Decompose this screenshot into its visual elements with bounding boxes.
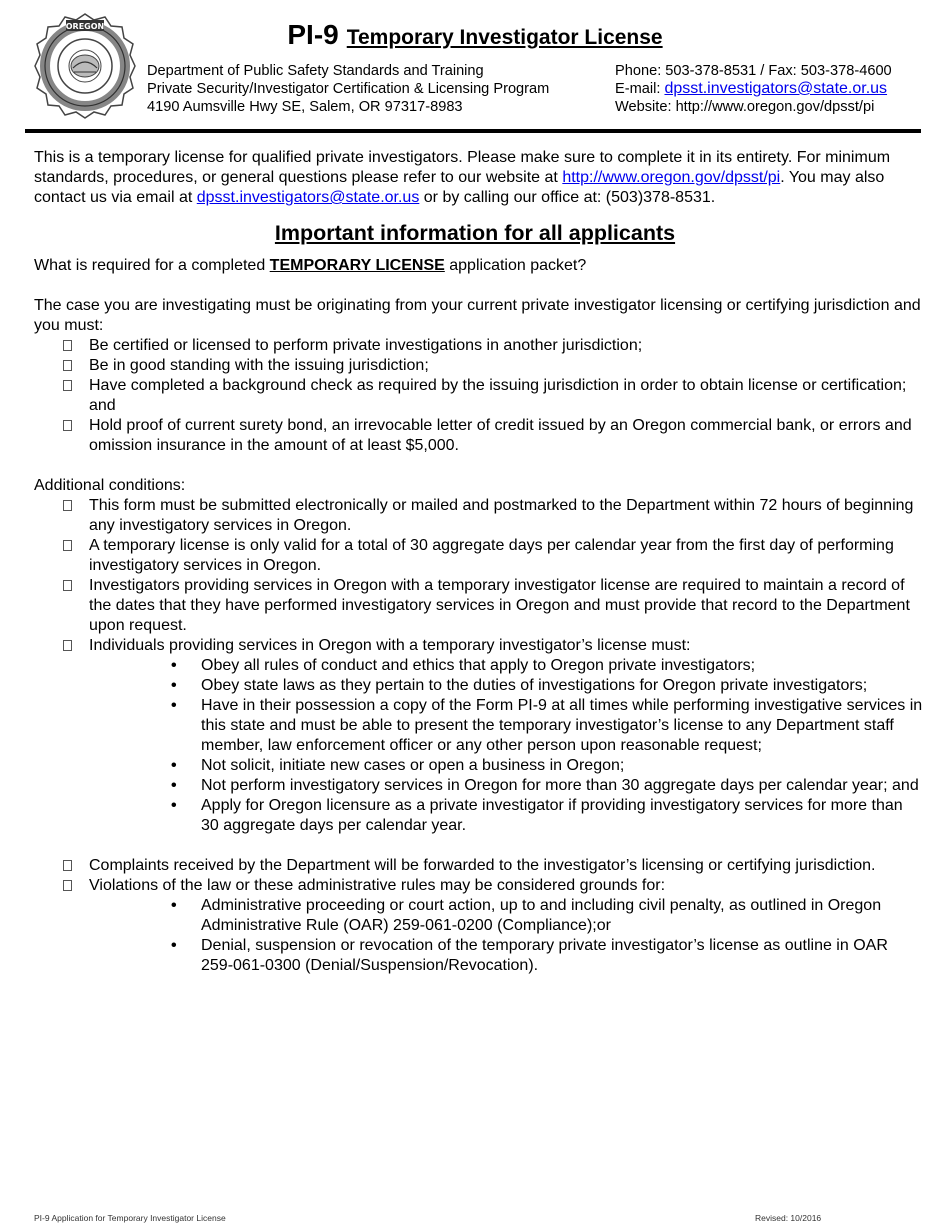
requirements-list [34, 336, 924, 456]
additional-conditions-heading: Additional conditions: [34, 477, 186, 494]
website-link[interactable]: http://www.oregon.gov/dpsst/pi [562, 169, 781, 186]
email-label: E-mail: [615, 81, 665, 97]
important-info-heading: Important information for all applicants [274, 221, 676, 245]
footer-revised-date: Revised: 10/2016 [755, 1213, 822, 1223]
bullet-item: • Apply for Oregon licensure as a private investigator if providing investigatory services for more than 30 aggregate days per calendar year. [171, 797, 903, 834]
checkbox-icon [63, 340, 72, 351]
list-item: A temporary license is only valid for a total of 30 aggregate days per calendar year from the first day of performing investigatory services in Oregon. [34, 536, 924, 576]
bullet-icon: • [171, 777, 177, 794]
contact-info [615, 62, 892, 116]
checkbox-icon [63, 380, 72, 391]
bullet-item: • Not perform investigatory services in Oregon for more than 30 aggregate days per calendar year; and [171, 777, 919, 794]
list-item: Individuals providing services in Oregon with a temporary investigator’s license must: [34, 636, 924, 656]
email-line [615, 80, 892, 98]
footer-form-name: PI-9 Application for Temporary Investigator License [34, 1213, 226, 1223]
bullet-icon: • [171, 937, 177, 954]
checkbox-icon [63, 420, 72, 431]
obligations-list [34, 656, 924, 836]
requirements-content [34, 296, 924, 976]
temporary-license-emphasis: TEMPORARY LICENSE [269, 257, 445, 274]
bullet-icon: • [171, 697, 177, 714]
violation-grounds-list [34, 896, 924, 976]
form-header-title [0, 19, 950, 51]
bullet-item: • Obey all rules of conduct and ethics that apply to Oregon private investigators; [171, 657, 756, 674]
checkbox-icon [63, 360, 72, 371]
form-title: Temporary Investigator License [346, 26, 663, 49]
packet-question: What is required for a completed TEMPORARY LICENSE application packet? [34, 257, 587, 274]
checkbox-icon [63, 500, 72, 511]
list-item: Complaints received by the Department will be forwarded to the investigator’s licensing or certifying jurisdiction. [34, 856, 924, 876]
list-item: Be certified or licensed to perform private investigations in another jurisdiction; [34, 336, 924, 356]
agency-address: 4190 Aumsville Hwy SE, Salem, OR 97317-8983 [147, 99, 463, 115]
agency-name: Department of Public Safety Standards and Training [147, 63, 484, 79]
bullet-icon: • [171, 657, 177, 674]
checkbox-icon [63, 880, 72, 891]
requirements-intro: The case you are investigating must be originating from your current private investigator licensing or certifying jurisdiction and you must: [34, 297, 921, 334]
additional-conditions-list [34, 496, 924, 656]
checkbox-icon [63, 540, 72, 551]
phone-fax: Phone: 503-378-8531 / Fax: 503-378-4600 [615, 63, 892, 79]
header-email-link[interactable]: dpsst.investigators@state.or.us [664, 80, 888, 97]
bullet-icon: • [171, 757, 177, 774]
list-item: Be in good standing with the issuing jurisdiction; [34, 356, 924, 376]
checkbox-icon [63, 860, 72, 871]
list-item: Have completed a background check as required by the issuing jurisdiction in order to obtain license or certification; and [34, 376, 924, 416]
bullet-item: • Obey state laws as they pertain to the duties of investigations for Oregon private investigators; [171, 677, 868, 694]
bullet-icon: • [171, 897, 177, 914]
website-line: Website: http://www.oregon.gov/dpsst/pi [615, 99, 875, 115]
checkbox-icon [63, 640, 72, 651]
agency-info [147, 62, 549, 116]
checkbox-icon [63, 580, 72, 591]
list-item: Hold proof of current surety bond, an irrevocable letter of credit issued by an Oregon commercial bank, or errors and omission insurance in the amount of at least $5,000. [34, 416, 924, 456]
list-item: This form must be submitted electronically or mailed and postmarked to the Department within 72 hours of beginning any investigatory services in Oregon. [34, 496, 924, 536]
list-item: Investigators providing services in Oregon with a temporary investigator license are required to maintain a record of the dates that they have performed investigatory services in Oregon and must provide that record to the Department upon request. [34, 576, 924, 636]
bullet-icon: • [171, 677, 177, 694]
bullet-item: • Administrative proceeding or court action, up to and including civil penalty, as outlined in Oregon Administrative Rule (OAR) 259-061-0200 (Compliance);or [171, 897, 882, 934]
svg-text:OREGON: OREGON [65, 22, 105, 31]
list-item: Violations of the law or these administrative rules may be considered grounds for: [34, 876, 924, 896]
header-divider [25, 129, 921, 133]
intro-email-link[interactable]: dpsst.investigators@state.or.us [196, 189, 420, 206]
form-number: PI-9 [287, 19, 339, 50]
bullet-item: • Denial, suspension or revocation of the temporary private investigator’s license as outline in OAR 259-061-0300 (Denial/Suspension/Revocation). [171, 937, 888, 974]
bullet-icon: • [171, 797, 177, 814]
intro-paragraph: This is a temporary license for qualified private investigators. Please make sure to complete it in its entirety. For minimum standards, procedures, or general questions please refer to our website at http://www.oregon.gov/dpsst/pi. You may also contact us via email at dpsst.investigators@state.or.us or by calling our office at: (503)378-8531. [34, 149, 891, 206]
bullet-item: • Have in their possession a copy of the Form PI-9 at all times while performing investigative services in this state and must be able to present the temporary investigator’s license to any Department staff member, law enforcement officer or any other person upon reasonable request; [171, 697, 923, 754]
agency-program: Private Security/Investigator Certification & Licensing Program [147, 81, 550, 97]
final-conditions-list [34, 856, 924, 896]
bullet-item: • Not solicit, initiate new cases or open a business in Oregon; [171, 757, 625, 774]
